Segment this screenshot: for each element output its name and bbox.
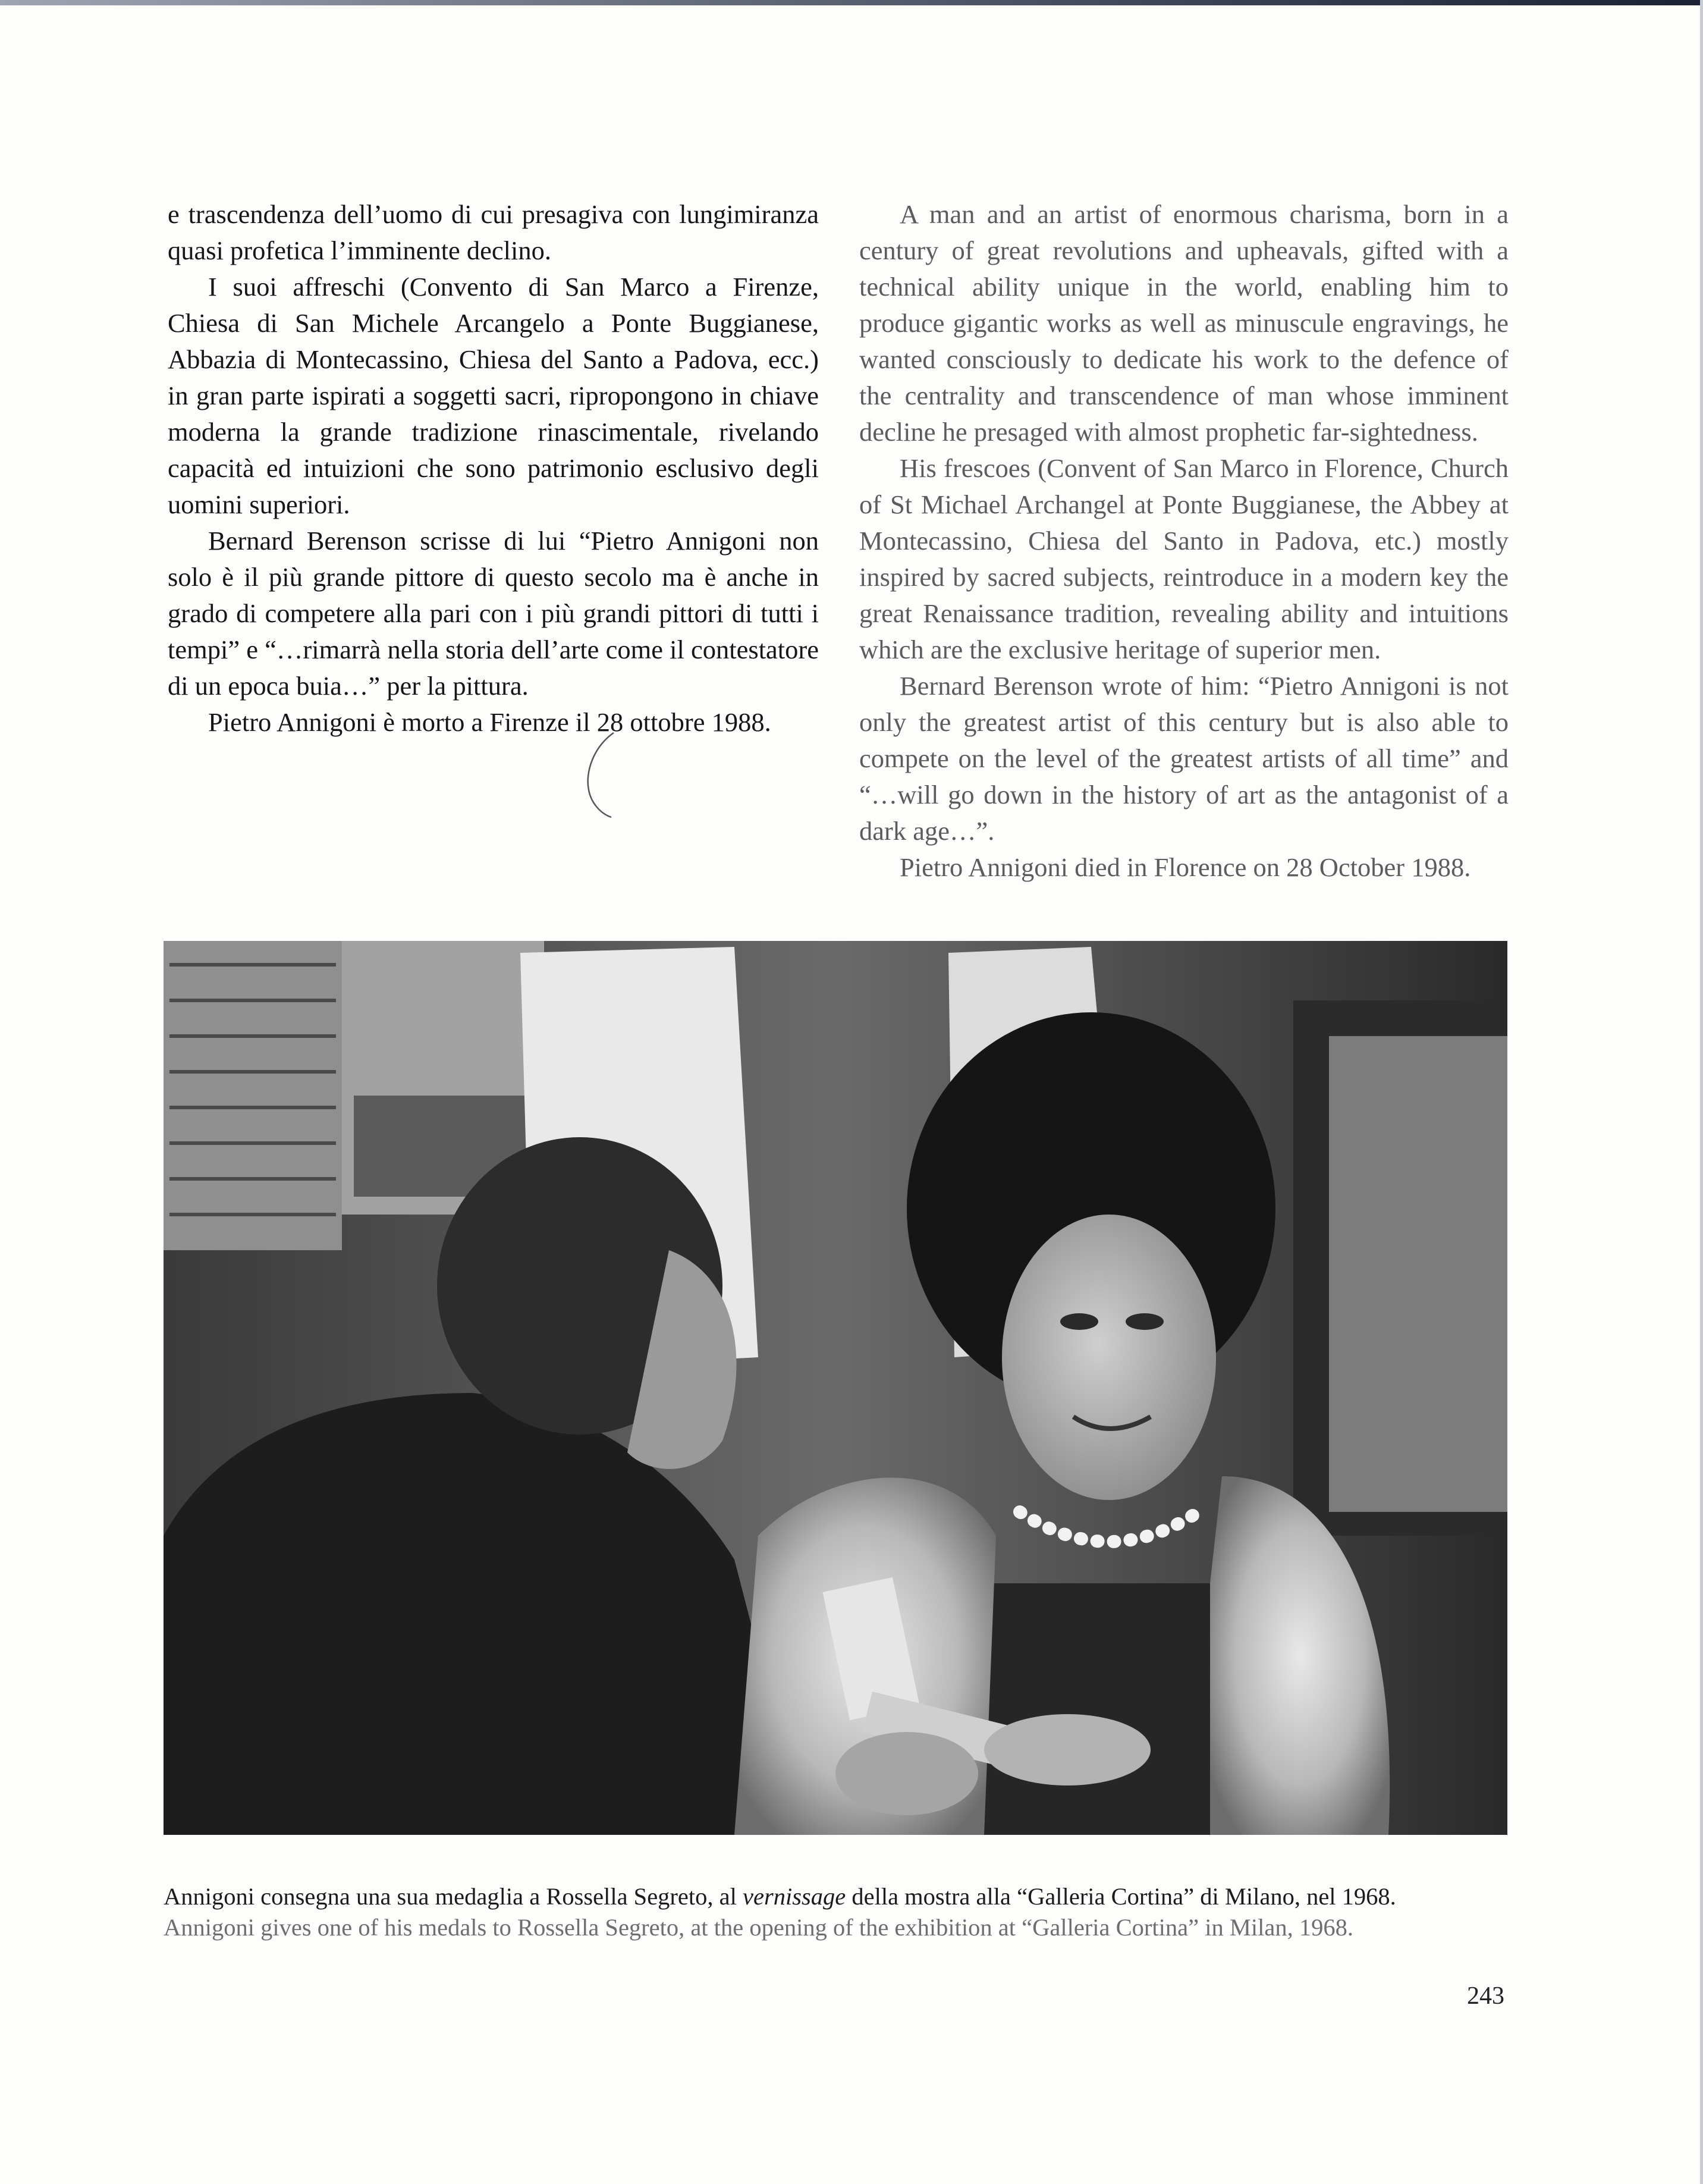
photo-caption <box>164 1881 1531 1943</box>
italian-paragraph-1: e trascendenza dell’uomo di cui presagiva con lungimiranza quasi profetica l’imminente declino. <box>168 199 819 265</box>
italian-paragraph-3: Bernard Berenson scrisse di lui “Pietro Annigoni non solo è il più grande pittore di questo secolo ma è anche in grado di competere alla pari con i più grandi pittori di tutti i tempi” e “…rimarrà nella storia dell’arte come il contestatore di un epoca buia…” per la pittura. <box>168 526 819 701</box>
english-paragraph-4: Pietro Annigoni died in Florence on 28 October 1988. <box>900 852 1471 882</box>
italian-text-column <box>168 196 819 740</box>
english-paragraph-3: Bernard Berenson wrote of him: “Pietro Annigoni is not only the greatest artist of this century but is also able to compete on the level of the greatest artists of all time” and “…will go down in the history of art as the antagonist of a dark age…”. <box>859 671 1509 846</box>
english-paragraph-1: A man and an artist of enormous charisma, born in a century of great revolutions and upheavals, gifted with a technical ability unique in the world, enabling him to produce gigantic works as well as minuscule engravings, he wanted consciously to dedicate his work to the defence of the centrality and transcendence of man whose imminent decline he presaged with almost prophetic far-sightedness. <box>859 199 1509 447</box>
caption-english: Annigoni gives one of his medals to Rossella Segreto, at the opening of the exhibition at “Galleria Cortina” in Milan, 1968. <box>164 1914 1353 1941</box>
italian-paragraph-2: I suoi affreschi (Convento di San Marco a Firenze, Chiesa di San Michele Arcangelo a Ponte Buggianese, Abbazia di Montecassino, Chiesa del Santo a Padova, ecc.) in gran parte ispirati a soggetti sacri, ripropongono in chiave moderna la grande tradizione rinascimentale, rivelando capacità ed intuizioni che sono patrimonio esclusivo degli uomini superiori. <box>168 272 819 519</box>
caption-emphasis: vernissage <box>743 1883 846 1910</box>
page-number: 243 <box>1467 1982 1504 2010</box>
caption-italian: Annigoni consegna una sua medaglia a Rossella Segreto, al vernissage della mostra alla “Galleria Cortina” di Milano, nel 1968. <box>164 1883 1396 1910</box>
award-photograph <box>164 941 1507 1835</box>
page-right-edge <box>1700 0 1703 2184</box>
hand-drawn-bracket-mark <box>583 730 618 820</box>
english-paragraph-2: His frescoes (Convent of San Marco in Florence, Church of St Michael Archangel at Ponte Buggianese, the Abbey at Montecassino, Chiesa del Santo in Padova, etc.) mostly inspired by sacred subjects, reintroduce in a modern key the great Renaissance tradition, revealing ability and intuitions which are the exclusive heritage of superior men. <box>859 453 1509 664</box>
page-top-edge <box>0 0 1703 5</box>
italian-paragraph-4: Pietro Annigoni è morto a Firenze il 28 ottobre 1988. <box>208 707 771 737</box>
english-text-column <box>859 196 1509 886</box>
